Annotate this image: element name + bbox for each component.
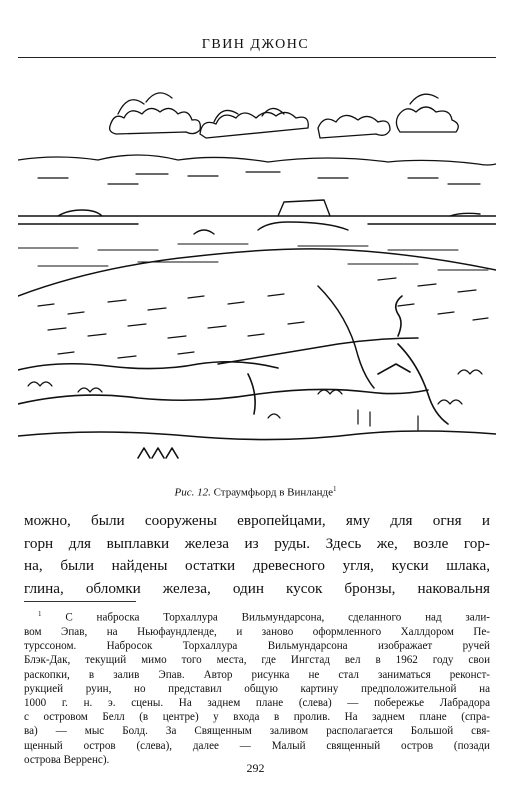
landscape-illustration (18, 74, 496, 474)
footnote-rule (24, 601, 136, 602)
footnote-line: 1000 г. н. э. сцены. На заднем плане (слева) — побережье Лабрадора (24, 696, 490, 709)
distant-haze-strokes (38, 172, 480, 184)
page-number: 292 (246, 761, 265, 775)
shoreline (18, 249, 496, 388)
footnote-line: вом Эпав, на Ньюфаундленде, и заново оформленного Халлдором Пе- (24, 625, 490, 638)
footnote-line: острова Верренс). (24, 753, 110, 766)
header-rule (18, 57, 496, 58)
footnote (24, 607, 490, 767)
footnote-line: турссоном. Набросок Торхаллура Вильмундарсона изображает ручей (24, 640, 490, 653)
caption-text: Страумфьорд в Винланде (213, 486, 334, 499)
clouds (18, 93, 496, 165)
body-line: горн для выплавки железа из руды. Здесь же, возле гор- (24, 534, 490, 552)
footnote-line: рукцией руин, но представил общую картину предположительной на (24, 682, 490, 695)
footnote-line: щенный остров (слева), далее — Малый священный остров (позади (24, 739, 490, 752)
running-header: ГВИН ДЖОНС (201, 37, 310, 52)
footnote-line-text: С наброска Торхаллура Вильмундарсона, сделанного над зали- (65, 611, 490, 624)
footnote-marker: 1 (38, 610, 42, 618)
body-line: можно, были сооружены европейцами, яму для огня и (24, 512, 490, 529)
footnote-line (24, 607, 490, 625)
footnote-line: Блэк-Дак, текущий мимо того места, где Ингстад вел в 1962 году свои (24, 654, 490, 667)
body-text (24, 510, 490, 600)
body-line: на, были найдены остатки древесного угля, куски шлака, (24, 557, 490, 574)
horizon-islands (18, 200, 496, 234)
footnote-line: раскопки, в залив Эпав. Автор рисунка не стал заниматься реконст- (24, 668, 490, 681)
marsh-strokes (38, 278, 488, 358)
footnote-line: с островом Белл (в центре) у входа в пролив. На заднем плане (спра- (24, 711, 490, 724)
caption-note-ref: 1 (333, 485, 337, 493)
footnote-line: ва) — мыс Болд. За Священным заливом располагается Большой свя- (24, 725, 490, 738)
body-line: глина, обломки железа, один кусок бронзы, наковальня (24, 579, 490, 597)
caption-prefix: Рис. 12. (174, 486, 211, 499)
figure-caption (0, 485, 511, 499)
foreground-land (18, 296, 496, 458)
